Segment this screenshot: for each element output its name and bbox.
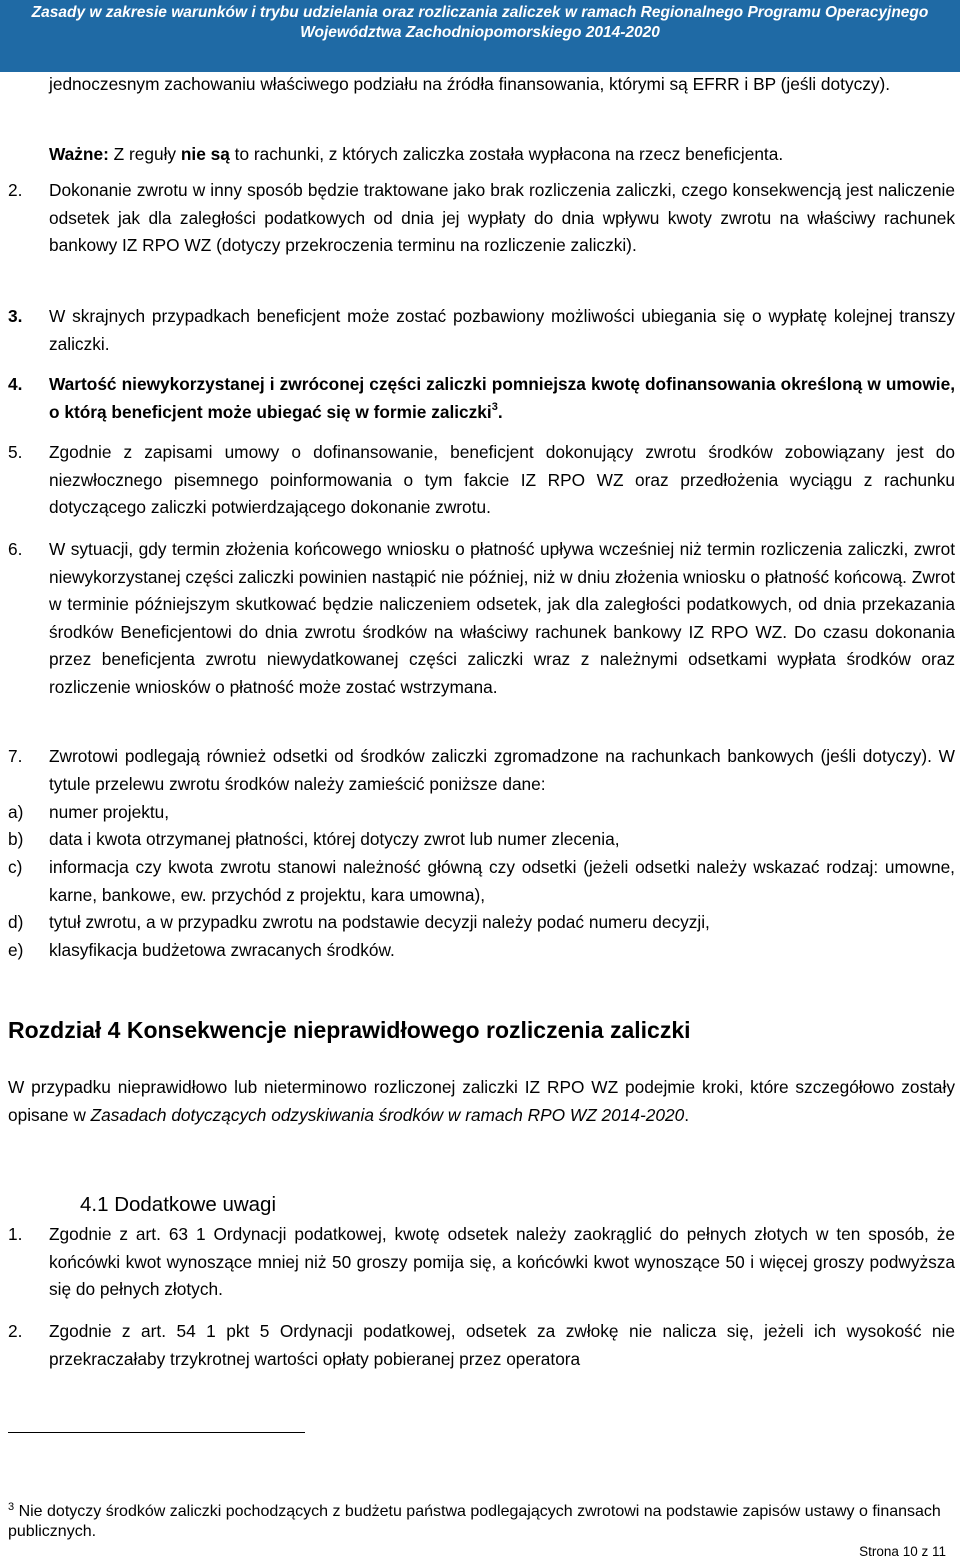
item-6-text: W sytuacji, gdy termin złożenia końcowego wniosku o płatność upływa wcześniej niż termin rozliczenia zaliczki, zwrot niewykorzystanej części zaliczki powinien nastąpić nie później, niż w dniu złożenia wniosku o płatność końcową. Zwrot w terminie późniejszym skutkować będzie naliczeniem odsetek, jak dla zaległości podatkowych, od dnia przekazania środków Beneficjentowi do dnia zwrotu środków na właściwy rachunek bankowy IZ RPO WZ. Do czasu dokonania przez beneficjenta zwrotu niewydatkowanej części zaliczki wraz z należnymi odsetkami wypłata środków oraz rozliczenie wniosków o płatność może zostać wstrzymana. [49,539,955,697]
item-4-number: 4. [8,374,23,394]
chapter-paragraph: W przypadku nieprawidłowo lub nieterminowo rozliczonej zaliczki IZ RPO WZ podejmie kroki, które szczegółowo zostały opisane w Zasadach dotyczących odzyskiwania środków w ramach RPO WZ 2014-2020. [8,1077,955,1125]
header-line-1: Zasady w zakresie warunków i trybu udzielania oraz rozliczania zaliczek w ramach Regionalnego Programu Operacyjnego [31,4,929,21]
sublist-label: e) [8,940,24,960]
item-7-text: Zwrotowi podlegają również odsetki od środków zaliczki zgromadzone na rachunkach bankowych (jeśli dotyczy). W tytule przelewu zwrotu środków należy zamieścić poniższe dane: [49,746,955,794]
important-note: Ważne: Z reguły nie są to rachunki, z których zaliczka została wypłacona na rzecz beneficjenta. [49,144,784,164]
current-page: 10 [902,1544,918,1559]
note-label: Ważne: [49,144,109,164]
item-4-text: Wartość niewykorzystanej i zwróconej części zaliczki pomniejsza kwotę dofinansowania określoną w umowie, o którą beneficjent może ubiegać się w formie zaliczki$^3$. [49,374,955,422]
section-item-number: 2. [8,1321,23,1341]
chapter-title: Rozdział 4 Konsekwencje nieprawidłowego rozliczenia zaliczki [8,1017,691,1043]
sublist-label: b) [8,829,24,849]
sublist-label: c) [8,857,23,877]
total-pages: 11 [931,1544,946,1559]
item-2-text: Dokonanie zwrotu w inny sposób będzie traktowane jako brak rozliczenia zaliczki, czego konsekwencją jest naliczenie odsetek jak dla zaległości podatkowych od dnia jej wypłaty do dnia wpływu kwoty zwrotu na właściwy rachunek bankowy IZ RPO WZ (dotyczy przekroczenia terminu na rozliczenie zaliczki). [49,180,955,256]
sublist-item: data i kwota otrzymanej płatności, której dotyczy zwrot lub numer zlecenia, [49,829,620,849]
item-6-number: 6. [8,539,23,559]
sublist-label: a) [8,802,24,822]
page-header [0,0,960,72]
footnote [8,1497,956,1542]
item-3-number: 3. [8,306,23,326]
section-item-text: Zgodnie z art. 63 1 Ordynacji podatkowej, kwotę odsetek należy zaokrąglić do pełnych złotych w ten sposób, że końcówki kwot wynoszące mniej niż 50 groszy pomija się, a końcówki kwot wynoszące 50 i więcej groszy podwyższa się do pełnych złotych. [49,1224,955,1300]
item-3-text: W skrajnych przypadkach beneficjent może zostać pozbawiony możliwości ubiegania się o wypłatę kolejnej transzy zaliczki. [49,306,955,354]
item-5-text: Zgodnie z zapisami umowy o dofinansowanie, beneficjent dokonujący zwrotu środków zobowiązany jest do niezwłocznego pisemnego poinformowania o tym fakcie IZ RPO WZ oraz przedłożenia wyciągu z rachunku dotyczącego zaliczki potwierdzającego dokonanie zwrotu. [49,442,955,518]
header-line-2: Województwa Zachodniopomorskiego 2014-2020 [300,24,660,41]
page-number: Strona 10 z 11 [859,1544,946,1559]
item-2-number: 2. [8,180,23,200]
referenced-document: Zasadach dotyczących odzyskiwania środków w ramach RPO WZ 2014-2020 [90,1104,685,1125]
item-5-number: 5. [8,442,23,462]
sublist-item: tytuł zwrotu, a w przypadku zwrotu na podstawie decyzji należy podać numeru decyzji, [49,912,710,932]
sublist-item: numer projektu, [49,802,170,822]
continuation-text: jednoczesnym zachowaniu właściwego podziału na źródła finansowania, którymi są EFRR i BP (jeśli dotyczy). [49,74,891,94]
footnote-text: Nie dotyczy środków zaliczki pochodzących z budżetu państwa podlegających zwrotowi na podstawie zapisów ustawy o finansach publicznych. [8,1503,941,1540]
footnote-mark: 3 [8,1501,15,1513]
section-item-text: Zgodnie z art. 54 1 pkt 5 Ordynacji podatkowej, odsetek za zwłokę nie nalicza się, jeżeli ich wysokość nie przekraczałaby trzykrotnej wartości opłaty pobieranej przez operatora [49,1321,955,1369]
note-emphasis: nie są [180,144,230,164]
section-item-number: 1. [8,1224,23,1244]
item-7-number: 7. [8,746,23,766]
sublist-label: d) [8,912,24,932]
footnote-separator [8,1432,305,1433]
section-title: 4.1 Dodatkowe uwagi [80,1193,277,1216]
footnote-ref[interactable]: 3 [491,400,498,413]
sublist-item: informacja czy kwota zwrotu stanowi należność główną czy odsetki (jeżeli odsetki należy wskazać rodzaj: umowne, karne, bankowe, ew. przychód z projektu, kara umowna), [49,857,955,905]
sublist-item: klasyfikacja budżetowa zwracanych środków. [49,940,395,960]
